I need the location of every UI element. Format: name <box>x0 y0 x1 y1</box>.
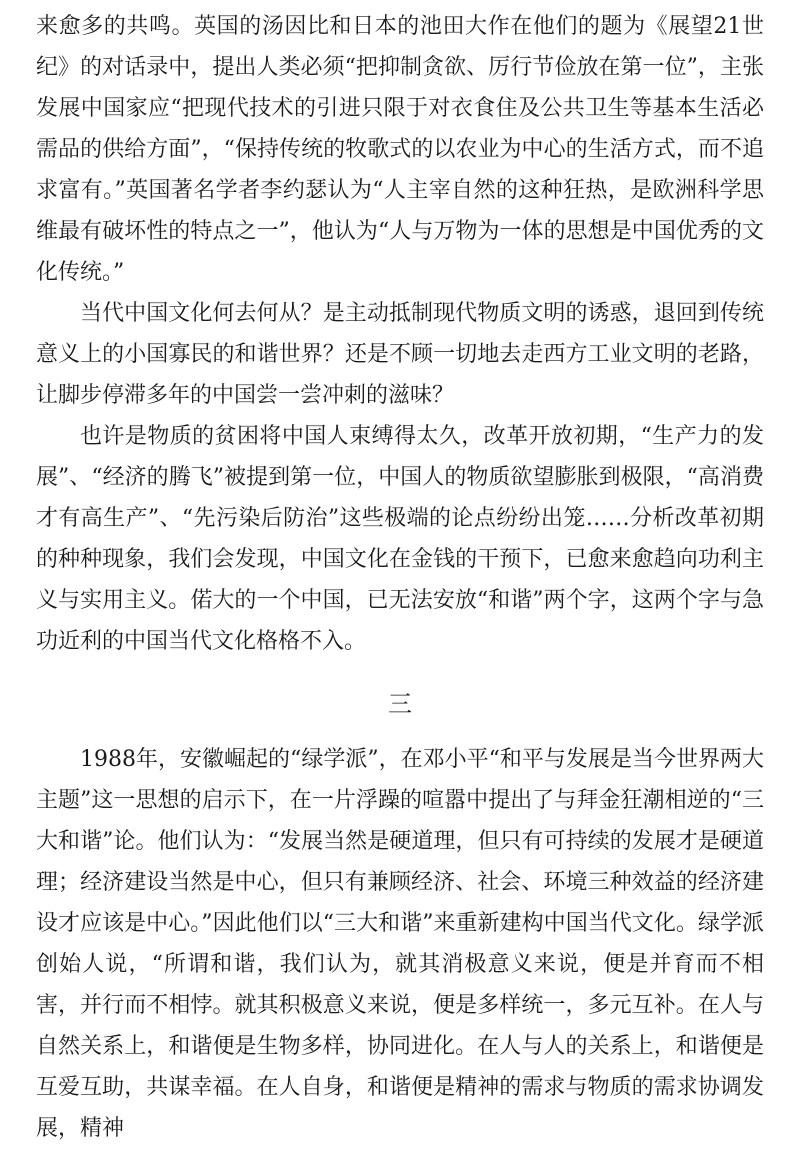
paragraph-2: 当代中国文化何去何从？是主动抵制现代物质文明的诱惑，退回到传统意义上的小国寡民的和谐世界？还是不顾一切地去走西方工业文明的老路，让脚步停滞多年的中国尝一尝冲刺的滋味？ <box>36 301 764 408</box>
section-heading: 三 <box>388 690 412 718</box>
paragraph-3: 也许是物质的贫困将中国人束缚得太久，改革开放初期，“生产力的发展”、“经济的腾飞”被提到第一位，中国人的物质欲望膨胀到极限，“高消费才有高生产”、“先污染后防治”这些极端的论点纷纷出笼……分析改革初期的种种现象，我们会发现，中国文化在金钱的干预下，已愈来愈趋向功利主义与实用主义。偌大的一个中国，已无法安放“和谐”两个字，这两个字与急功近利的中国当代文化格格不入。 <box>36 424 764 654</box>
document-page <box>36 6 764 1149</box>
paragraph-1: 来愈多的共鸣。英国的汤因比和日本的池田大作在他们的题为《展望21世纪》的对话录中，提出人类必须“把抑制贪欲、厉行节俭放在第一位”，主张发展中国家应“把现代技术的引进只限于对衣食住及公共卫生等基本生活必需品的供给方面”，“保持传统的牧歌式的以农业为中心的生活方式，而不追求富有。”英国著名学者李约瑟认为“人主宰自然的这种狂热，是欧洲科学思维最有破坏性的特点之一”，他认为“人与万物为一体的思想是中国优秀的文化传统。” <box>36 14 764 285</box>
paragraph-4: 1988年，安徽崛起的“绿学派”，在邓小平“和平与发展是当今世界两大主题”这一思想的启示下，在一片浮躁的喧嚣中提出了与拜金狂潮相逆的“三大和谐”论。他们认为：“发展当然是硬道理，但只有可持续的发展才是硬道理；经济建设当然是中心，但只有兼顾经济、社会、环境三种效益的经济建设才应该是中心。”因此他们以“三大和谐”来重新建构中国当代文化。绿学派创始人说，“所谓和谐，我们认为，就其消极意义来说，便是并育而不相害，并行而不相悖。就其积极意义来说，便是多样统一，多元互补。在人与自然关系上，和谐便是生物多样，协同进化。在人与人的关系上，和谐便是互爱互助，共谋幸福。在人自身，和谐便是精神的需求与物质的需求协调发展，精神 <box>36 747 764 1141</box>
